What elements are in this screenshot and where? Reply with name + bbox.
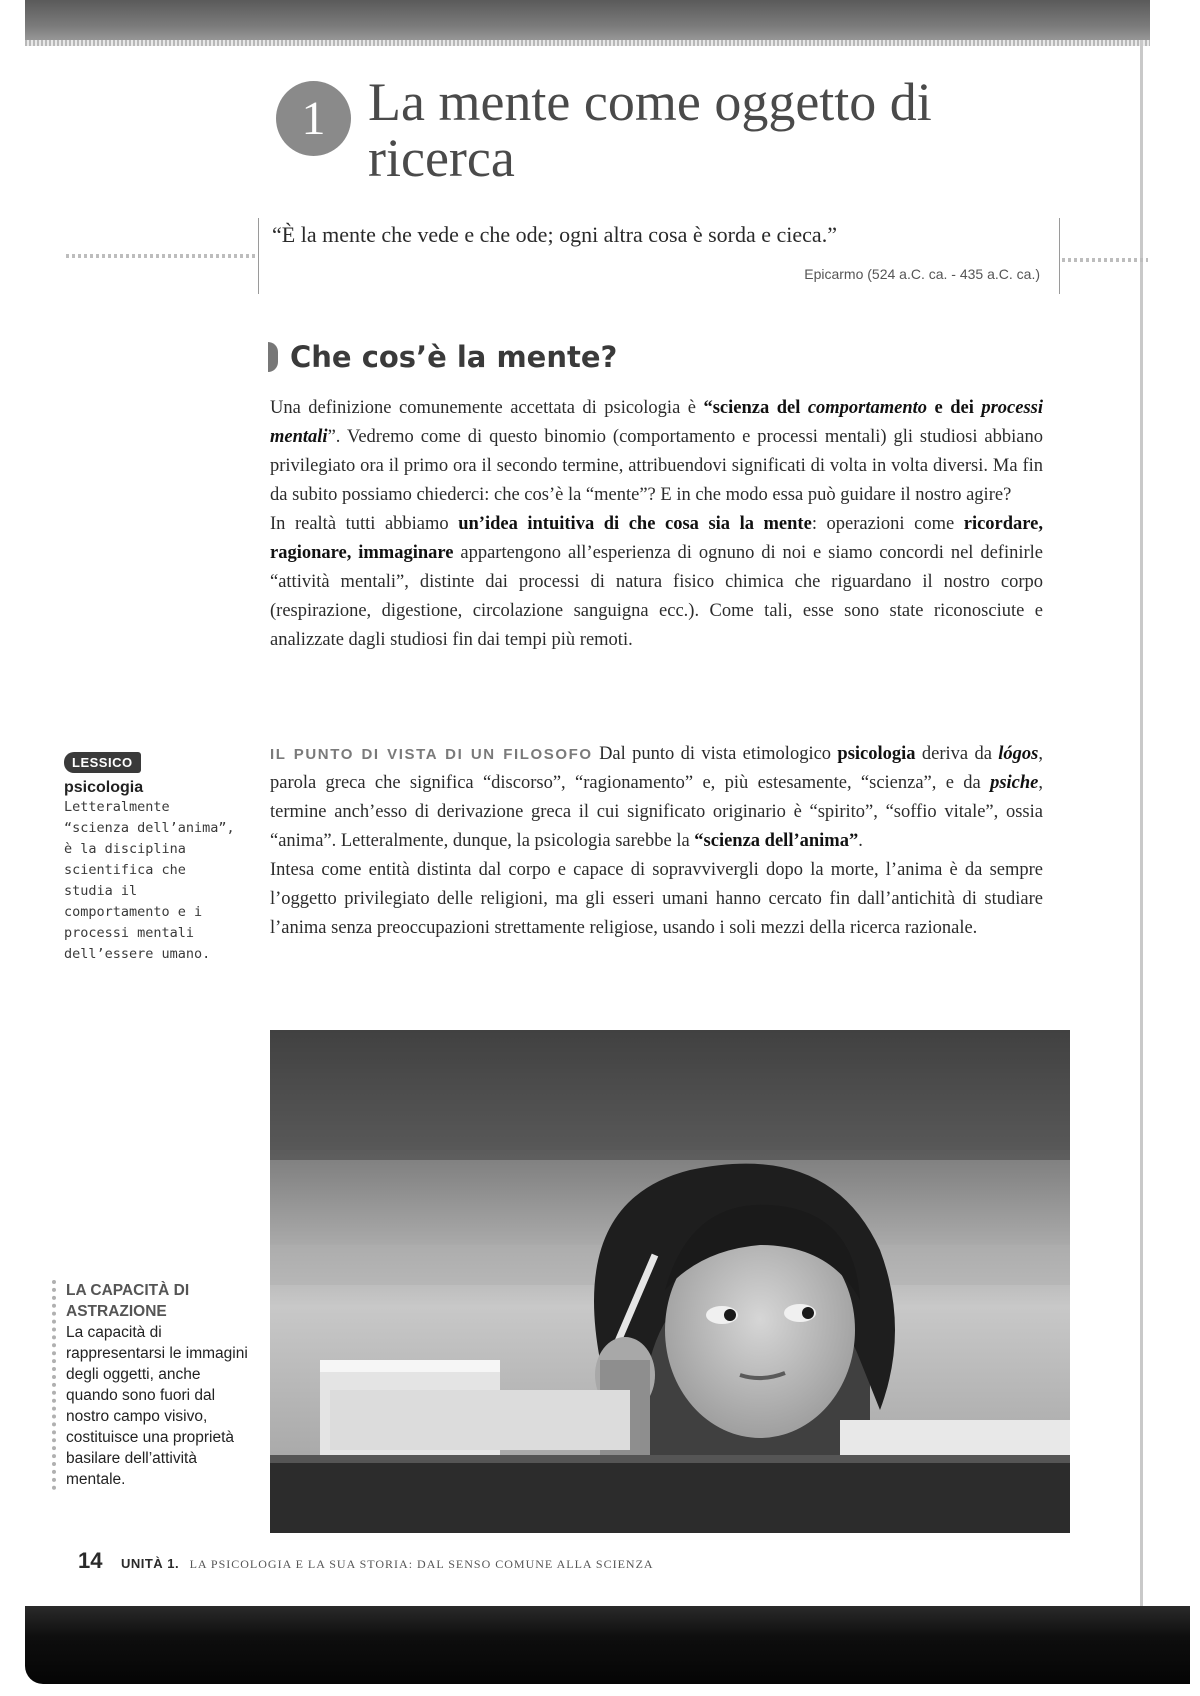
page-edge xyxy=(1140,40,1143,1610)
epigraph-author: Epicarmo (524 a.C. ca. - 435 a.C. ca.) xyxy=(804,266,1040,282)
section-marker-icon xyxy=(268,342,278,372)
quote-left-rule xyxy=(66,254,256,258)
unit-label: UNITÀ 1. xyxy=(120,1556,180,1571)
page-footer xyxy=(78,1548,654,1574)
lessico-badge: LESSICO xyxy=(64,752,141,773)
caption-title: LA CAPACITÀ DI ASTRAZIONE xyxy=(66,1282,190,1320)
paragraph-4: Intesa come entità distinta dal corpo e capace di sopravvivergli dopo la morte, l’anima è da sempre l’oggetto privilegiato delle religioni, ma gli esseri umani hanno cercato fin dall’antichità di studiare l’anima senza preoccupazioni strettamente religiose, usando i soli mezzi della ricerca razionale. xyxy=(270,860,1043,938)
photo-illustration xyxy=(270,1030,1070,1533)
paragraph-3: IL PUNTO DI VISTA DI UN FILOSOFO Dal punto di vista etimologico psicologia deriva da lógos, parola greca che significa “discorso”, “ragionamento” e, più estesamente, “scienza”, e da psiche, termine anch’esso di derivazione greca il cui significato originario è “spirito”, “soffio vitale”, ossia “anima”. Letteralmente, dunque, la psicologia sarebbe la “scienza dell’anima”. xyxy=(270,744,1043,851)
run-in-heading: IL PUNTO DI VISTA DI UN FILOSOFO xyxy=(270,746,593,763)
lessico-definition: Letteralmente “scienza dell’anima”, è la disciplina scientifica che studia il comportamento e i processi mentali dell’essere umano. xyxy=(64,799,235,962)
paragraph-2: In realtà tutti abbiamo un’idea intuitiva di che cosa sia la mente: operazioni come ricordare, ragionare, immaginare appartengono all’esperienza di ognuno di noi e siamo concordi nel definirle “attività mentali”, distinte dai processi di natura fisico chimica che riguardano il nostro corpo (respirazione, digestione, circolazione sanguigna ecc.). Come tali, esse sono state riconosciute e analizzate dagli studiosi fin dai tempi più remoti. xyxy=(270,514,1044,650)
section-heading xyxy=(268,340,617,374)
quote-right-rule xyxy=(1062,258,1148,262)
photo-caption xyxy=(52,1280,256,1490)
lessico-box xyxy=(64,752,242,965)
chapter-title: La mente come oggetto di ricerca xyxy=(368,72,932,188)
lessico-term: psicologia xyxy=(64,779,144,796)
unit-title: LA PSICOLOGIA E LA SUA STORIA: DAL SENSO COMUNE ALLA SCIENZA xyxy=(189,1557,654,1571)
chapter-number-badge: 1 xyxy=(276,81,351,156)
top-hatch-rule xyxy=(25,40,1150,46)
bottom-scan-band xyxy=(25,1606,1190,1684)
photo-child-thinking xyxy=(270,1030,1070,1533)
epigraph-quote: “È la mente che vede e che ode; ogni altra cosa è sorda e cieca.” xyxy=(272,222,837,247)
caption-text: La capacità di rappresentarsi le immagini degli oggetti, anche quando sono fuori dal nostro campo visivo, costituisce una proprietà basilare dell’attività mentale. xyxy=(66,1324,248,1488)
section-heading-text: Che cos’è la mente? xyxy=(290,340,618,374)
paragraph-1: Una definizione comunemente accettata di psicologia è “scienza del comportamento e dei processi mentali”. Vedremo come di questo binomio (comportamento e processi mentali) gli studiosi abbiano privilegiato ora il primo ora il secondo termine, attribuendovi significati di volta in volta diversi. Ma fin da subito possiamo chiederci: che cos’è la “mente”? E in che modo essa può guidare il nostro agire? xyxy=(270,398,1043,505)
top-scan-band xyxy=(25,0,1150,42)
body-text-block-1 xyxy=(270,394,1043,655)
body-text-block-2 xyxy=(270,740,1043,943)
page-number: 14 xyxy=(78,1548,103,1573)
